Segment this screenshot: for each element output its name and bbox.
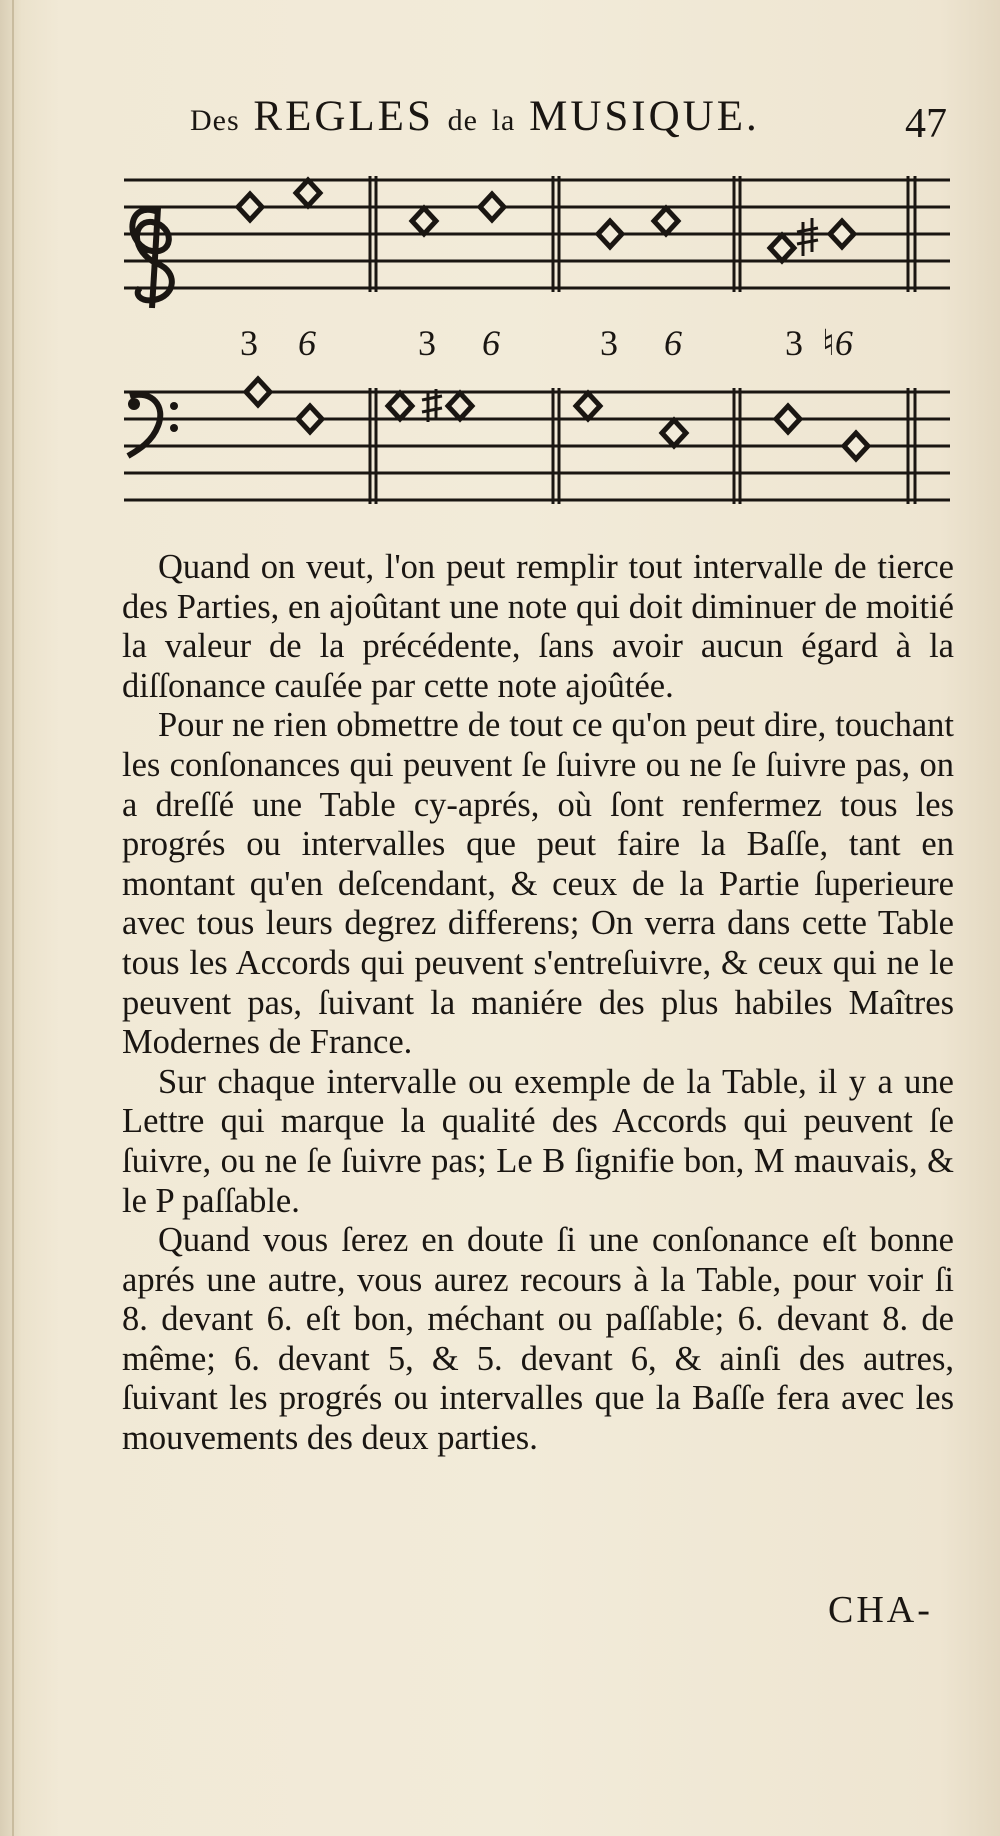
note: [480, 194, 504, 220]
running-head-word: la: [491, 104, 516, 137]
note: [662, 420, 686, 446]
figure-numeral: 3: [600, 323, 618, 363]
paragraph: Sur chaque intervalle ou exemple de la Table, il y a une Lettre qui marque la qualité des Accords qui peuvent ſe ſuivre, ou ne ſe ſuivre pas; Le B ſignifie bon, M mauvais, & le P paſſable.: [122, 1062, 954, 1220]
running-head-word: MUSIQUE.: [529, 93, 760, 140]
running-head-word: Des: [190, 104, 240, 137]
figure-numeral: ♮6: [822, 323, 853, 363]
note: [238, 194, 262, 220]
figure-numeral: 3: [785, 323, 803, 363]
page-number: 47: [905, 101, 947, 147]
treble-notes: [238, 180, 854, 261]
figure-numeral: 3: [240, 323, 258, 363]
figure-numeral: 3: [418, 323, 436, 363]
body-text: [122, 548, 954, 1459]
note: [770, 235, 794, 261]
note: [844, 433, 868, 459]
paragraph: Quand on veut, l'on peut remplir tout intervalle de tierce des Parties, en ajoûtant une note qui doit diminuer de moitié la valeur de la précédente, ſans avoir aucun égard à la diſſonance cauſée par cette note ajoûtée.: [122, 548, 954, 705]
note: [388, 393, 412, 419]
running-head: [190, 92, 950, 152]
note: [598, 221, 622, 247]
catchword: CHA-: [828, 1589, 933, 1631]
note: [448, 393, 472, 419]
note: [296, 180, 320, 206]
note: [830, 221, 854, 247]
sharp-icon: [797, 218, 818, 256]
note: [576, 393, 600, 419]
note: [298, 406, 322, 432]
page-gutter-shadow: [12, 0, 14, 1836]
figure-numeral: 6: [664, 323, 682, 363]
sharp-icon: [422, 389, 442, 422]
treble-clef-icon: [132, 208, 171, 308]
figure-numeral: 6: [298, 323, 316, 363]
figure-numeral: 6: [482, 323, 500, 363]
running-head-word: de: [447, 104, 478, 137]
note: [246, 379, 270, 405]
bass-staff: [124, 388, 950, 504]
note: [654, 208, 678, 234]
paragraph: Pour ne rien obmettre de tout ce qu'on peut dire, touchant les conſonances qui peuvent ſe ſuivre ou ne ſe ſuivre pas, on a dreſſé une Table cy-aprés, où ſont renfermez tous les progrés ou intervalles que peut faire la Baſſe, tant en montant qu'en deſcendant, & ceux de la Partie ſuperieure avec tous leurs degrez differens; On verra dans cette Table tous les Accords qui peuvent s'entreſuivre, & ceux qui ne le peuvent pas, ſuivant la maniére des plus habiles Maîtres Modernes de France.: [122, 706, 954, 1062]
running-head-word: REGLES: [253, 93, 434, 140]
note: [412, 208, 436, 234]
paragraph: Quand vous ſerez en doute ſi une conſonance eſt bonne aprés une autre, vous aurez recours à la Table, pour voir ſi 8. devant 6. eſt bon, méchant ou paſſable; 6. devant 8. de même; 6. devant 5, & 5. devant 6, & ainſi des autres, ſuivant les progrés ou intervalles que la Baſſe fera avec les mouvements des deux parties.: [122, 1221, 954, 1458]
note: [776, 406, 800, 432]
